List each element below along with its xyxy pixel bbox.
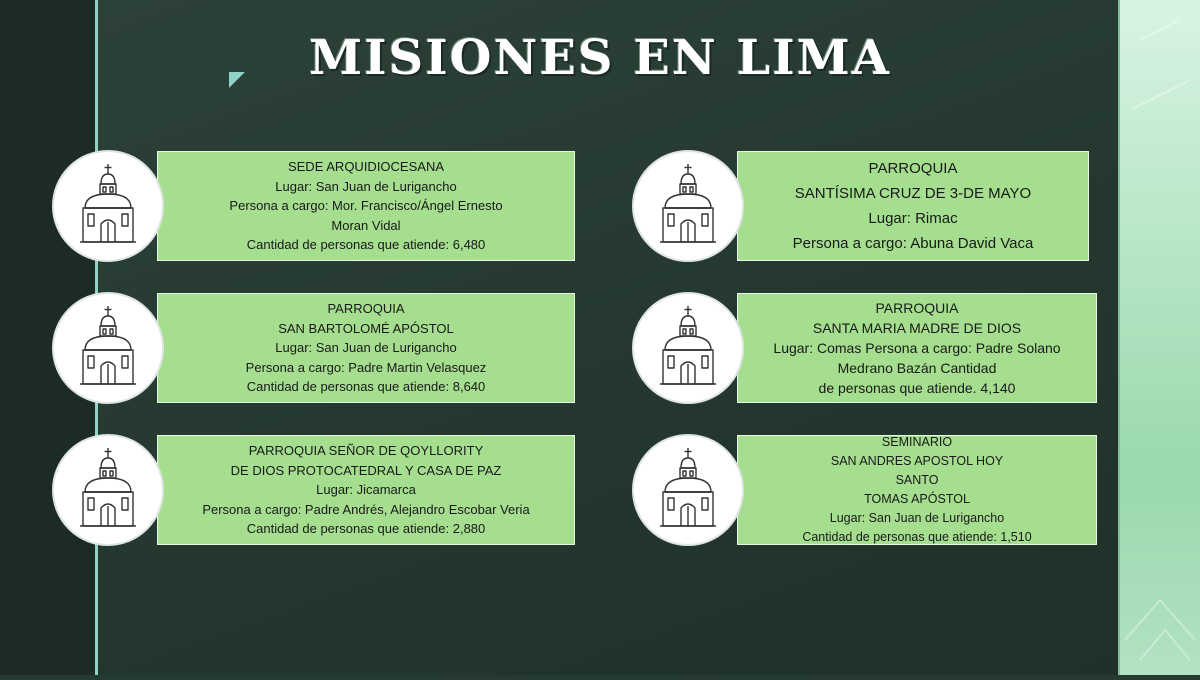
card-line: Lugar: Jicamarca [316,482,416,498]
mission-card [52,435,578,545]
card-line: Cantidad de personas que atiende: 1,510 [802,530,1032,544]
card-line: Persona a cargo: Mor. Francisco/Ángel Ernesto [229,198,503,214]
card-line: PARROQUIA SEÑOR DE QOYLLORITY [248,443,484,459]
card-line: Lugar: San Juan de Lurigancho [829,511,1005,525]
card-text [158,436,574,544]
card-line: SANTA MARIA MADRE DE DIOS [812,320,1022,336]
card-line: Persona a cargo: Abuna David Vaca [792,235,1034,252]
card-line: TOMAS APÓSTOL [864,492,970,506]
icon-circle [632,292,744,404]
card-text [738,294,1096,402]
mission-card [632,435,1158,545]
card-line: PARROQUIA [875,300,959,316]
card-line: SANTÍSIMA CRUZ DE 3-DE MAYO [794,185,1032,202]
church-icon [657,446,719,534]
icon-circle [632,150,744,262]
page-title: MISIONES EN LIMA [308,30,892,86]
church-icon [77,446,139,534]
card-box [157,435,575,545]
card-line: PARROQUIA [868,160,958,177]
card-line: SANTO [895,473,939,487]
mission-card [52,293,578,403]
card-line: Moran Vidal [331,217,401,233]
church-icon [77,304,139,392]
card-line: SAN BARTOLOMÉ APÓSTOL [278,320,454,336]
card-line: Medrano Bazán Cantidad [837,360,997,376]
icon-circle [632,434,744,546]
card-line: SEDE ARQUIDIOCESANA [287,159,445,175]
mission-card [632,293,1158,403]
church-icon [657,162,719,250]
card-line: SEMINARIO [881,435,953,449]
card-text [158,294,574,402]
card-line: Persona a cargo: Padre Martin Velasquez [245,359,487,375]
icon-circle [52,292,164,404]
card-text [158,152,574,260]
church-icon [77,162,139,250]
mission-card [52,151,578,261]
card-line: Lugar: Rimac [868,210,958,227]
card-line: SAN ANDRES APOSTOL HOY [830,454,1004,468]
card-box [737,151,1089,261]
card-line: Cantidad de personas que atiende: 8,640 [246,379,486,395]
card-text [738,436,1096,544]
card-line: Persona a cargo: Padre Andrés, Alejandro Escobar Veria [202,501,530,517]
card-line: PARROQUIA [327,301,405,317]
card-line: Cantidad de personas que atiende: 2,880 [246,521,486,537]
card-text [738,152,1088,260]
card-line: Lugar: Comas Persona a cargo: Padre Solano [773,340,1061,356]
corner-triangle [229,72,245,88]
card-box [157,293,575,403]
card-box [737,293,1097,403]
card-line: Lugar: San Juan de Lurigancho [275,178,457,194]
card-box [737,435,1097,545]
card-box [157,151,575,261]
church-icon [657,304,719,392]
card-line: DE DIOS PROTOCATEDRAL Y CASA DE PAZ [230,462,502,478]
card-line: Lugar: San Juan de Lurigancho [275,340,457,356]
card-line: Cantidad de personas que atiende: 6,480 [246,237,486,253]
icon-circle [52,150,164,262]
card-line: de personas que atiende. 4,140 [818,380,1016,396]
icon-circle [52,434,164,546]
mission-card [632,151,1158,261]
